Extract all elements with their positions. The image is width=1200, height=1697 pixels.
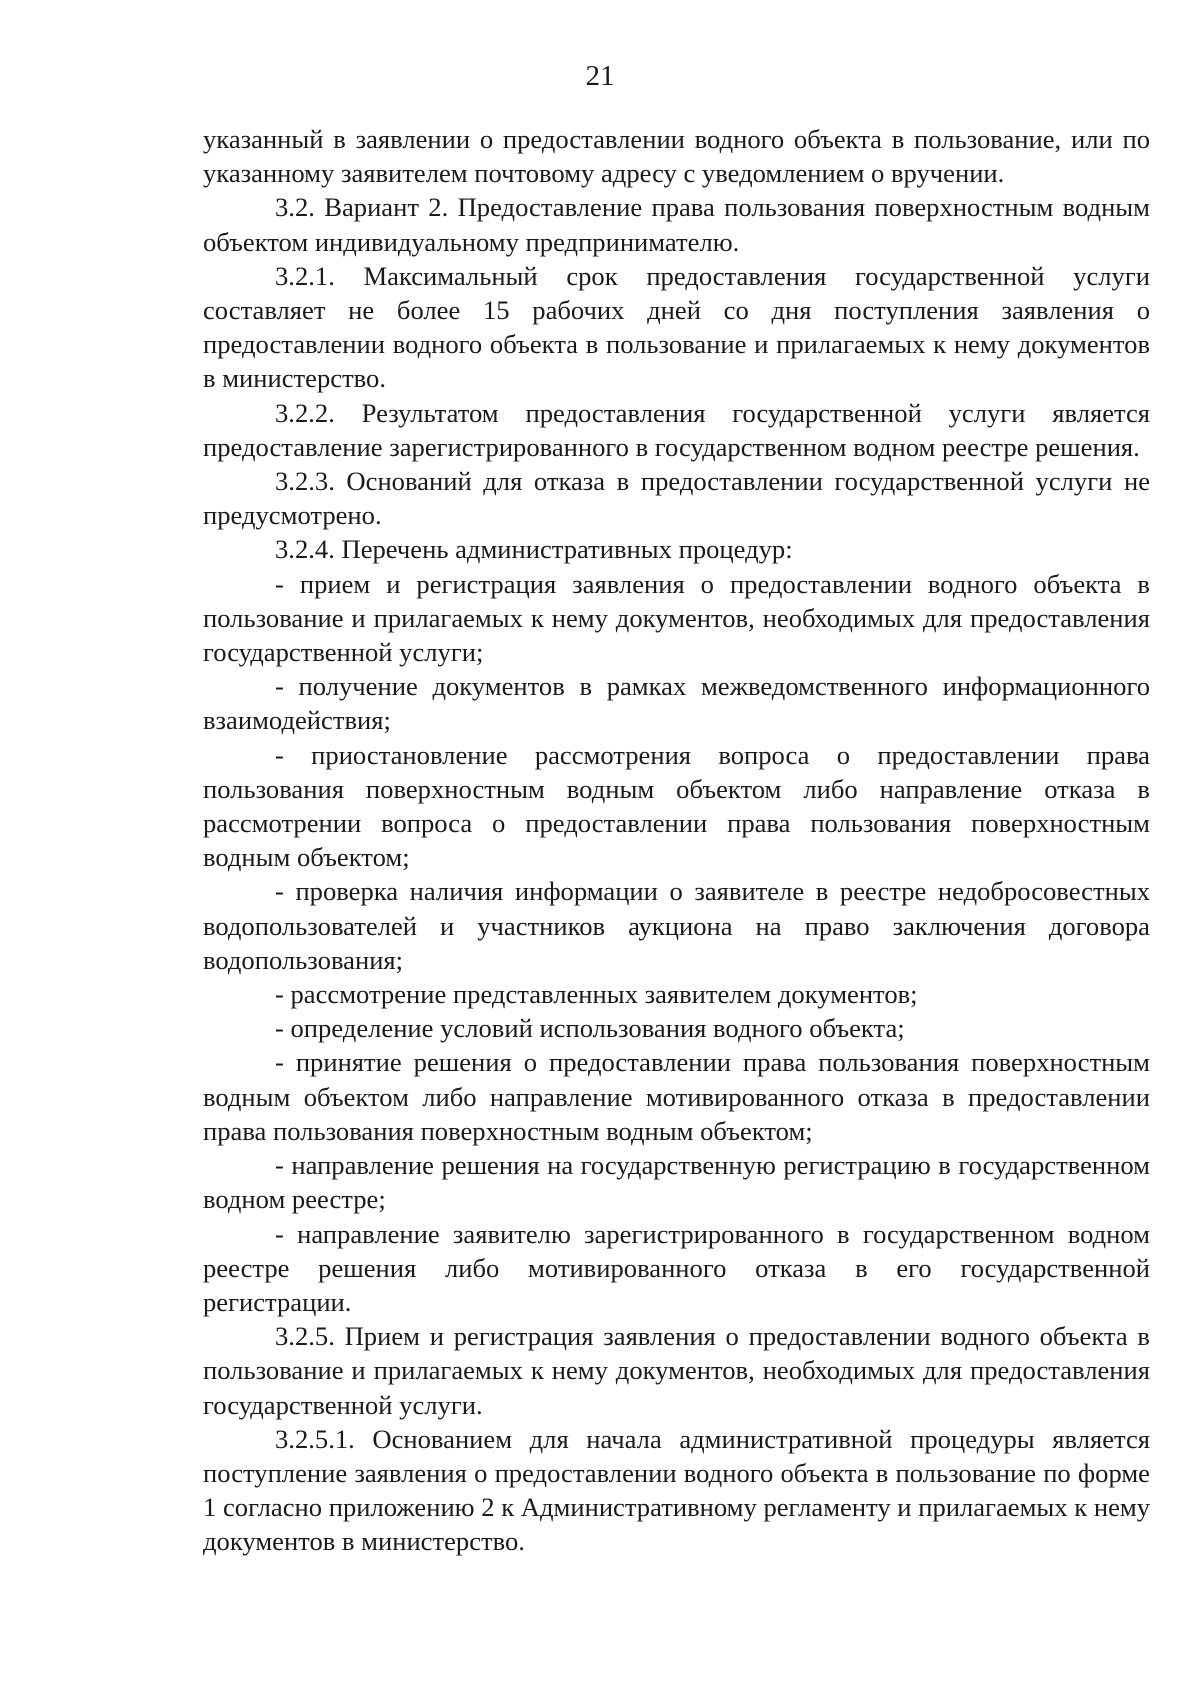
page-number: 21 <box>585 60 615 92</box>
paragraph-3-2-3: 3.2.3. Оснований для отказа в предоставлении государственной услуги не предусмотрено. <box>203 466 1150 531</box>
list-item-registry-check: - проверка наличия информации о заявителе в реестре недобросовестных водопользователей и участников аукциона на право заключения договора водопользования; <box>203 876 1150 975</box>
paragraph-3-2: 3.2. Вариант 2. Предоставление права пользования поверхностным водным объектом индивидуальному предпринимателю. <box>203 192 1150 257</box>
list-item-notification: - направление заявителю зарегистрированного в государственном водном реестре решения либо мотивированного отказа в его государственной регистрации. <box>203 1218 1150 1317</box>
list-item-registration: - направление решения на государственную регистрацию в государственном водном реестре; <box>203 1150 1150 1215</box>
list-item-review: - рассмотрение представленных заявителем документов; <box>275 979 918 1010</box>
list-item-decision: - принятие решения о предоставлении права пользования поверхностным водным объектом либо направление мотивированного отказа в предоставлении права пользования поверхностным водным объектом; <box>203 1047 1150 1146</box>
list-item-interagency: - получение документов в рамках межведомственного информационного взаимодействия; <box>203 671 1150 736</box>
list-item-conditions: - определение условий использования водного объекта; <box>275 1013 905 1044</box>
paragraph-3-2-2: 3.2.2. Результатом предоставления государственной услуги является предоставление зарегистрированного в государственном водном реестре решения. <box>203 397 1150 462</box>
list-item-suspension: - приостановление рассмотрения вопроса о предоставлении права пользования поверхностным водным объектом либо направление отказа в рассмотрении вопроса о предоставлении права пользования поверхностным водным объектом; <box>203 739 1150 873</box>
list-item-reception: - прием и регистрация заявления о предоставлении водного объекта в пользование и прилагаемых к нему документов, необходимых для предоставления государственной услуги; <box>203 568 1150 668</box>
paragraph-3-2-4: 3.2.4. Перечень административных процедур: <box>275 534 793 565</box>
paragraph-3-2-5: 3.2.5. Прием и регистрация заявления о предоставлении водного объекта в пользование и прилагаемых к нему документов, необходимых для предоставления государственной услуги. <box>203 1321 1150 1420</box>
paragraph-continuation: указанный в заявлении о предоставлении водного объекта в пользование, или по указанному заявителем почтовому адресу с уведомлением о вручении. <box>203 124 1150 189</box>
paragraph-3-2-5-1: 3.2.5.1. Основанием для начала административной процедуры является поступление заявления о предоставлении водного объекта в пользование по форме 1 согласно приложению 2 к Административному регламенту и прилагаемых к нему документов в министерство. <box>203 1423 1150 1557</box>
paragraph-3-2-1: 3.2.1. Максимальный срок предоставления государственной услуги составляет не более 15 рабочих дней со дня поступления заявления о предоставлении водного объекта в пользование и прилагаемых к нему документов в министерство. <box>203 260 1150 394</box>
document-body <box>203 122 1150 1559</box>
